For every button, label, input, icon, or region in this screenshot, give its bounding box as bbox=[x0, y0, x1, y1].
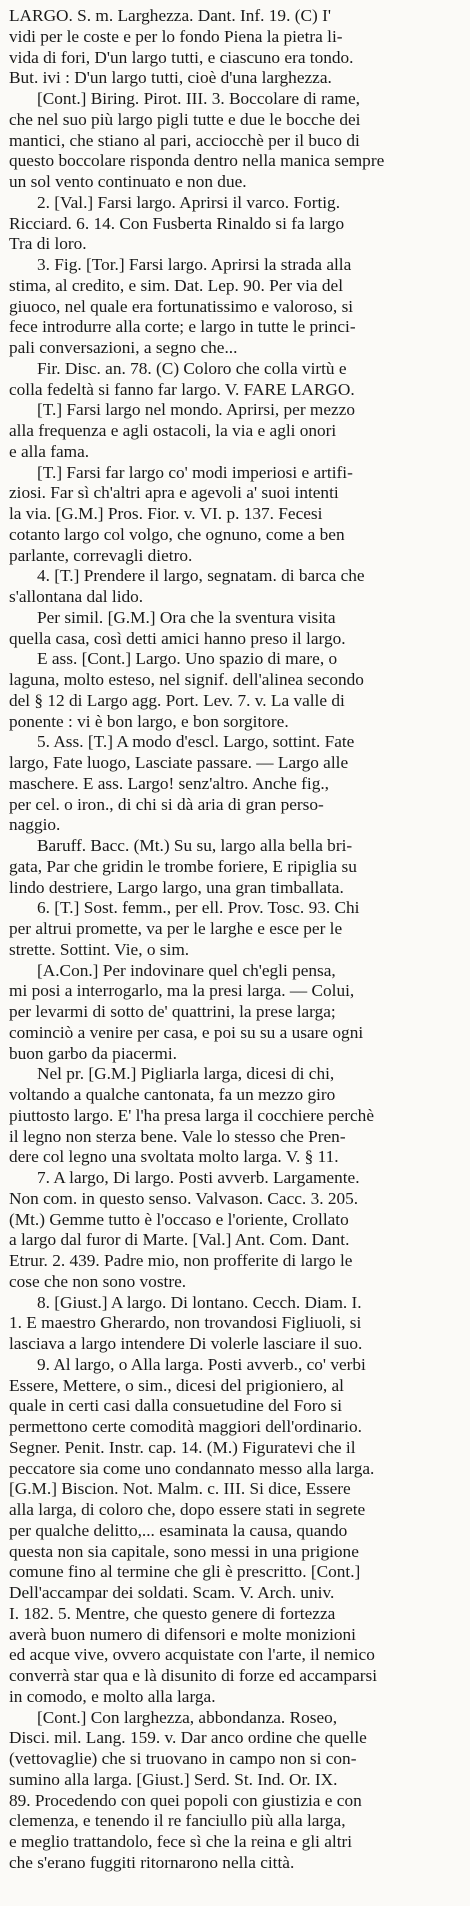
entry-line: (vettovaglie) che si truovano in campo non si con- bbox=[9, 1749, 357, 1768]
entry-line: [G.M.] Biscion. Not. Malm. c. III. Si dice, Essere bbox=[9, 1479, 351, 1499]
entry-line: che s'erano fuggiti ritornarono nella città. bbox=[9, 1852, 295, 1872]
entry-line: clemenza, e tenendo il re fanciullo più alla larga, bbox=[9, 1811, 346, 1831]
entry-line: cose che non sono vostre. bbox=[9, 1271, 187, 1291]
entry-line: gata, Par che gridin le trombe foriere, E ripiglia su bbox=[9, 856, 357, 876]
entry-line: [Cont.] Con larghezza, abbondanza. Roseo, bbox=[37, 1707, 338, 1727]
entry-line: colla fedeltà si fanno far largo. V. FARE LARGO. bbox=[9, 379, 355, 399]
entry-line: Tra di loro. bbox=[9, 234, 87, 254]
entry-line: [T.] Farsi far largo co' modi imperiosi e artifi- bbox=[37, 462, 353, 482]
entry-line: giuoco, nel quale era fortunatissimo e valoroso, si bbox=[9, 296, 354, 316]
entry-line: del § 12 di Largo agg. Port. Lev. 7. v. La valle di bbox=[9, 690, 345, 710]
entry-line: [A.Con.] Per indovinare quel ch'egli pensa, bbox=[37, 960, 336, 980]
entry-line: mantici, che stiano al pari, acciocchè per il buco di bbox=[9, 130, 360, 150]
entry-line: Fir. Disc. an. 78. (C) Coloro che colla virtù e bbox=[37, 358, 347, 378]
entry-line: E ass. [Cont.] Largo. Uno spazio di mare, o bbox=[37, 649, 338, 669]
entry-line: peccatore sia come uno condannato messo alla larga. bbox=[9, 1458, 375, 1478]
entry-line: Non com. in questo senso. Valvason. Cacc. 3. 205. bbox=[9, 1188, 359, 1208]
entry-line: ziosi. Far sì ch'altri apra e agevoli a' suoi intenti bbox=[9, 483, 339, 503]
entry-line: Dell'accampar dei soldati. Scam. V. Arch. univ. bbox=[9, 1583, 335, 1602]
entry-line: questo boccolare risponda dentro nella manica sempre bbox=[9, 151, 385, 171]
entry-line: fece introdurre alla corte; e largo in tutte le princi- bbox=[9, 317, 356, 337]
entry-line: vidi per le coste e per lo fondo Piena la pietra li- bbox=[9, 26, 343, 46]
entry-line: la via. [G.M.] Pros. Fior. v. VI. p. 137. Fecesi bbox=[9, 504, 323, 523]
entry-line: But. ivi : D'un largo tutti, cioè d'una larghezza. bbox=[9, 68, 332, 88]
entry-line: cominciò a venire per casa, e poi su su a usare ogni bbox=[9, 1022, 364, 1042]
entry-line: per levarmi di sotto de' quattrini, la prese larga; bbox=[9, 1002, 336, 1021]
entry-line: parlante, correvagli dietro. bbox=[9, 545, 193, 565]
entry-line: (Mt.) Gemme tutto è l'occaso e l'oriente, Crollato bbox=[9, 1209, 349, 1229]
entry-line: Segner. Penit. Instr. cap. 14. (M.) Figuratevi che il bbox=[9, 1437, 356, 1457]
entry-line: 9. Al largo, o Alla larga. Posti avverb., co' verbi bbox=[37, 1354, 366, 1374]
entry-line: alla larga, di coloro che, dopo essere stati in segrete bbox=[9, 1500, 366, 1519]
entry-line: per altrui promette, va per le larghe e esce per le bbox=[9, 919, 343, 938]
entry-line: 7. A largo, Di largo. Posti avverb. Largamente. bbox=[37, 1168, 360, 1187]
entry-line: Ricciard. 6. 14. Con Fusberta Rinaldo si fa largo bbox=[9, 213, 345, 233]
entry-line: largo, Fate luogo, Lasciate passare. — Largo alle bbox=[9, 753, 349, 772]
entry-line: Baruff. Bacc. (Mt.) Su su, largo alla bella bri- bbox=[37, 836, 353, 855]
entry-line: comune fino al termine che gli è prescritto. [Cont.] bbox=[9, 1562, 361, 1582]
entry-line: buon garbo da piacermi. bbox=[9, 1043, 177, 1063]
entry-line: cotanto largo col volgo, che ognuno, come a ben bbox=[9, 524, 345, 544]
entry-line: [Cont.] Biring. Pirot. III. 3. Boccolare di rame, bbox=[37, 89, 360, 108]
entry-line: mi posi a interrogarlo, ma la presi larga. — Colui, bbox=[9, 981, 355, 1001]
entry-line: 5. Ass. [T.] A modo d'escl. Largo, sottint. Fate bbox=[37, 732, 355, 752]
entry-line: voltando a qualche cantonata, fa un mezzo giro bbox=[9, 1085, 336, 1104]
entry-line: per cel. o iron., di chi si dà aria di gran perso- bbox=[9, 794, 324, 814]
entry-line: maschere. E ass. Largo! senz'altro. Anche fig., bbox=[9, 773, 329, 793]
entry-line: Nel pr. [G.M.] Pigliarla larga, dicesi di chi, bbox=[37, 1064, 335, 1084]
entry-line: che nel suo più largo pigli tutte e due le bocche dei bbox=[9, 109, 361, 129]
entry-line: sumino alla larga. [Giust.] Serd. St. Ind. Or. IX. bbox=[9, 1769, 338, 1789]
entry-line: 2. [Val.] Farsi largo. Aprirsi il varco. Fortig. bbox=[37, 192, 341, 212]
entry-line: dere col legno una svoltata molto larga. V. § 11. bbox=[9, 1147, 339, 1167]
entry-line: [T.] Farsi largo nel mondo. Aprirsi, per mezzo bbox=[37, 400, 356, 420]
entry-line: naggio. bbox=[9, 815, 61, 835]
entry-line: s'allontana dal lido. bbox=[9, 587, 144, 606]
entry-line: ed acque vive, ovvero acquistate con l'arte, il nemico bbox=[9, 1645, 375, 1665]
entry-line: il legno non sterza bene. Vale lo stesso che Pren- bbox=[9, 1126, 346, 1146]
entry-line: alla frequenza e agli ostacoli, la via e agli onori bbox=[9, 421, 337, 440]
entry-line: 4. [T.] Prendere il largo, segnatam. di barca che bbox=[37, 566, 365, 586]
entry-line: 89. Procedendo con quei popoli con giustizia e con bbox=[9, 1790, 362, 1810]
entry-line: un sol vento continuato e non due. bbox=[9, 172, 247, 191]
entry-line: ponente : vi è bon largo, e bon sorgitore. bbox=[9, 711, 289, 731]
entry-line: 8. [Giust.] A largo. Di lontano. Cecch. Diam. I. bbox=[37, 1292, 362, 1312]
entry-line: e meglio trattandolo, fece sì che la reina e gli altri bbox=[9, 1832, 353, 1851]
entry-line: permettono certe comodità maggiori dell'ordinario. bbox=[9, 1417, 362, 1436]
entry-line: converrà star qua e là disunito di forze ed accamparsi bbox=[9, 1666, 378, 1685]
entry-line: a largo dal furor di Marte. [Val.] Ant. Com. Dant. bbox=[9, 1230, 350, 1250]
entry-line: quale in certi casi dalla consuetudine del Foro si bbox=[9, 1396, 343, 1416]
entry-line: Etrur. 2. 439. Padre mio, non profferite di largo le bbox=[9, 1251, 353, 1270]
entry-line: e alla fama. bbox=[9, 441, 90, 461]
entry-line: Per simil. [G.M.] Ora che la sventura visita bbox=[37, 607, 336, 627]
entry-line: questa non sia capitale, sono messi in una prigione bbox=[9, 1541, 359, 1561]
dictionary-entry-largo bbox=[9, 6, 461, 1874]
entry-line: 3. Fig. [Tor.] Farsi largo. Aprirsi la strada alla bbox=[37, 255, 352, 274]
entry-line: in comodo, e molto alla larga. bbox=[9, 1686, 216, 1706]
entry-line: strette. Sottint. Vie, o sim. bbox=[9, 939, 190, 959]
entry-line: laguna, molto esteso, nel signif. dell'alinea secondo bbox=[9, 670, 364, 689]
entry-line: lindo destriere, Largo largo, una gran timballata. bbox=[9, 877, 344, 897]
entry-line: stima, al credito, e sim. Dat. Lep. 90. Per via del bbox=[9, 275, 344, 295]
entry-line: 1. E maestro Gherardo, non trovandosi Figliuoli, si bbox=[9, 1313, 362, 1333]
entry-line: LARGO. S. m. Larghezza. Dant. Inf. 19. (C) I' bbox=[9, 6, 331, 25]
entry-line: lasciava a largo intendere Di volerle lasciare il suo. bbox=[9, 1334, 363, 1353]
entry-line: 6. [T.] Sost. femm., per ell. Prov. Tosc. 93. Chi bbox=[37, 898, 360, 918]
entry-line: averà buon numero di difensori e molte monizioni bbox=[9, 1624, 356, 1644]
entry-line: piuttosto largo. E' l'ha presa larga il cocchiere perchè bbox=[9, 1105, 374, 1125]
entry-line: quella casa, così detti amici hanno preso il largo. bbox=[9, 628, 346, 648]
entry-line: I. 182. 5. Mentre, che questo genere di fortezza bbox=[9, 1603, 336, 1623]
entry-line: per qualche delitto,... esaminata la causa, quando bbox=[9, 1520, 348, 1540]
entry-line: vida di fori, D'un largo tutti, e ciascuno era tondo. bbox=[9, 47, 354, 67]
entry-line: pali conversazioni, a segno che... bbox=[9, 338, 238, 357]
entry-line: Essere, Mettere, o sim., dicesi del prigioniero, al bbox=[9, 1375, 344, 1395]
entry-line: Disci. mil. Lang. 159. v. Dar anco ordine che quelle bbox=[9, 1728, 367, 1748]
